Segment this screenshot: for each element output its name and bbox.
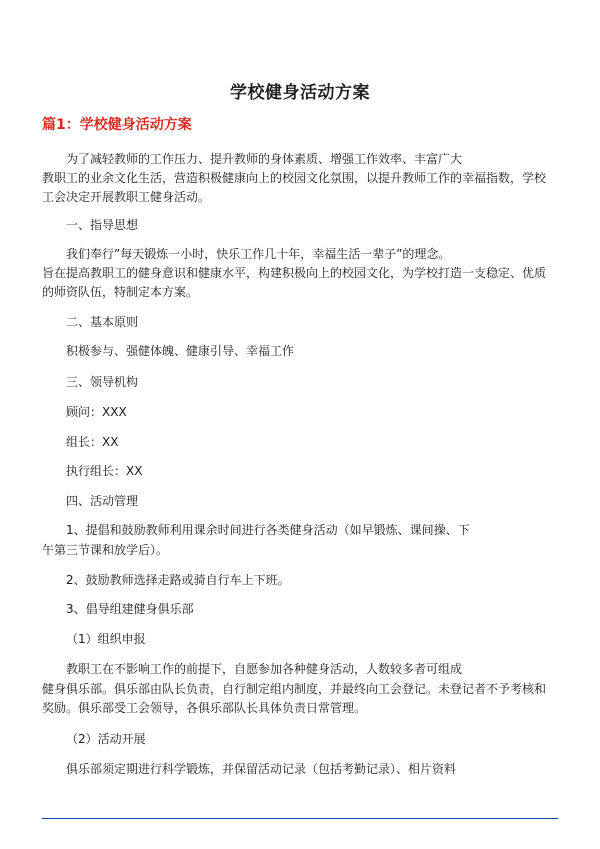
item-1-line-1: 1、提倡和鼓励教师利用课余时间进行各类健身活动（如早锻炼、课间操、下	[66, 523, 470, 537]
principles-text: 积极参与、强健体魄、健康引导、幸福工作	[66, 344, 295, 358]
club-line-2: 健身俱乐部。俱乐部由队长负责，自行制定组内制度，并最终向工会登记。未登记者不予考核和	[42, 682, 547, 696]
item-2: 2、鼓励教师选择走路或骑自行车上下班。	[66, 573, 290, 587]
exec-leader-line: 执行组长：XX	[66, 464, 143, 478]
club-line-3: 奖励。俱乐部受工会领导，各俱乐部队长具体负责日常管理。	[42, 701, 367, 715]
heading-basic-principles: 二、基本原则	[66, 315, 139, 329]
heading-activity-management: 四、活动管理	[66, 494, 139, 508]
subheading-activities: （2）活动开展	[66, 732, 146, 746]
club-line-1: 教职工在不影响工作的前提下，自愿参加各种健身活动，人数较多者可组成	[66, 662, 463, 676]
advisor-line: 顾问：XXX	[66, 405, 127, 419]
guide-line-1: 我们奉行”每天锻炼一小时，快乐工作几十年，幸福生活一辈子”的理念。	[66, 247, 451, 261]
intro-line-3: 工会决定开展教职工健身活动。	[42, 190, 211, 204]
activity-line-1: 俱乐部须定期进行科学锻炼，并保留活动记录（包括考勤记录）、相片资料	[66, 762, 457, 776]
heading-leadership: 三、领导机构	[66, 375, 139, 389]
section-heading: 篇1：学校健身活动方案	[42, 117, 192, 133]
leader-line: 组长：XX	[66, 435, 119, 449]
footer-divider	[42, 818, 558, 819]
item-3: 3、倡导组建健身俱乐部	[66, 602, 194, 616]
intro-line-2: 教职工的业余文化生活，营造积极健康向上的校园文化氛围，以提升教师工作的幸福指数，学校	[42, 171, 547, 185]
guide-line-3: 的师资队伍，特制定本方案。	[42, 285, 199, 299]
subheading-application: （1）组织申报	[66, 632, 146, 646]
item-1-line-2: 午第三节课和放学后）。	[42, 543, 169, 557]
document-title: 学校健身活动方案	[230, 83, 370, 103]
intro-line-1: 为了减轻教师的工作压力、提升教师的身体素质、增强工作效率、丰富广大	[66, 152, 463, 166]
heading-guiding-ideology: 一、指导思想	[66, 218, 139, 232]
guide-line-2: 旨在提高教职工的健身意识和健康水平，构建积极向上的校园文化，为学校打造一支稳定、优质	[42, 266, 547, 280]
